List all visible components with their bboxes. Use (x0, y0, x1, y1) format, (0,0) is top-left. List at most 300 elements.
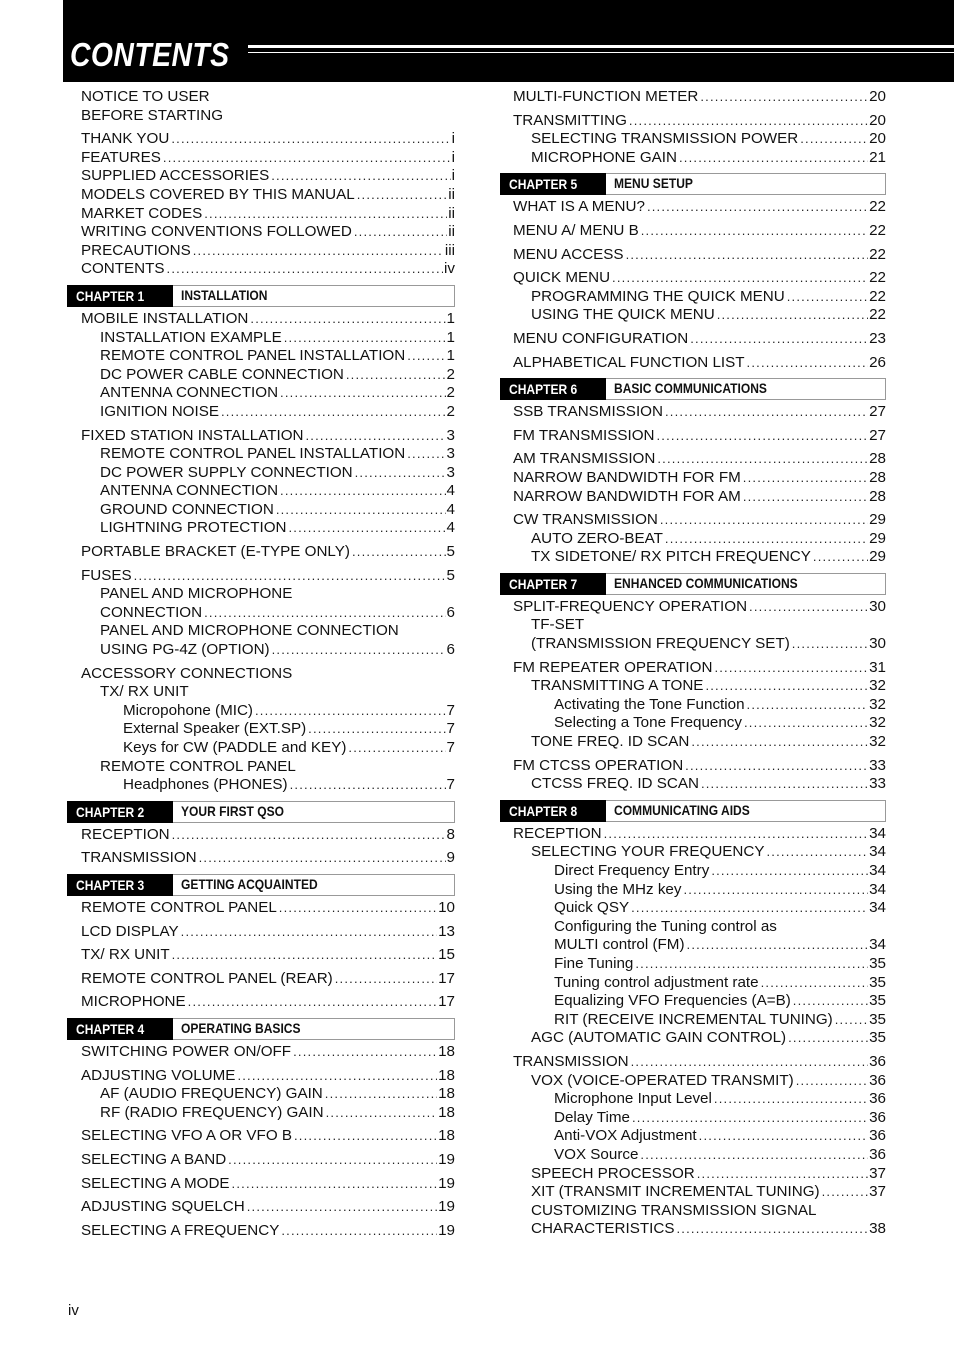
dot-leader (228, 1151, 437, 1170)
toc-page-number: 32 (869, 677, 886, 695)
toc-entry[interactable] (67, 683, 455, 702)
contents-header-band (63, 0, 954, 82)
dot-leader (221, 403, 446, 422)
toc-page-number: 28 (869, 487, 886, 505)
toc-entry[interactable] (67, 149, 455, 168)
dot-leader (181, 923, 437, 942)
toc-entry[interactable] (500, 530, 886, 549)
toc-page-number: 22 (869, 221, 886, 239)
chapter-label-text: CHAPTER 3 (76, 876, 145, 893)
toc-entry[interactable] (67, 849, 455, 868)
toc-entry[interactable] (500, 899, 886, 918)
dot-leader (325, 1085, 437, 1104)
toc-entry-title: Anti-VOX Adjustment (554, 1127, 697, 1145)
toc-entry[interactable] (67, 946, 455, 965)
toc-page-number: 36 (869, 1090, 886, 1108)
dot-leader (631, 1053, 868, 1072)
toc-entry[interactable] (500, 1146, 886, 1165)
toc-entry[interactable] (500, 246, 886, 265)
toc-page-number: ii (448, 223, 455, 241)
chapter-label-text: CHAPTER 1 (76, 287, 145, 304)
toc-page-number: 17 (438, 969, 455, 987)
toc-entry-title: DC POWER CABLE CONNECTION (100, 365, 344, 383)
toc-entry-title: BEFORE STARTING (81, 106, 224, 124)
toc-entry-title: THANK YOU (81, 130, 170, 148)
toc-entry-title: Selecting a Tone Frequency (554, 714, 742, 732)
toc-entry[interactable] (67, 1043, 455, 1062)
toc-entry[interactable] (67, 1085, 455, 1104)
dot-leader (685, 757, 868, 776)
toc-entry-title: DC POWER SUPPLY CONNECTION (100, 463, 353, 481)
dot-leader (749, 598, 868, 617)
dot-leader (835, 1011, 868, 1030)
toc-page-number: 32 (869, 695, 886, 713)
dot-leader (800, 130, 868, 149)
toc-entry-title: MENU CONFIGURATION (513, 329, 689, 347)
dot-leader (612, 269, 868, 288)
toc-entry-title: Activating the Tone Function (554, 695, 745, 713)
dot-leader (647, 198, 868, 217)
toc-entry-title: TX/ RX UNIT (100, 683, 189, 701)
toc-entry[interactable] (67, 899, 455, 918)
dot-leader (788, 1029, 868, 1048)
dot-leader (250, 310, 445, 329)
toc-entry[interactable] (67, 242, 455, 261)
dot-leader (204, 604, 445, 623)
dot-leader (290, 776, 446, 795)
toc-page-number: 3 (446, 445, 455, 463)
dot-leader (747, 696, 869, 715)
toc-entry[interactable] (500, 1220, 886, 1239)
chapter-label-text: CHAPTER 8 (509, 802, 578, 819)
dot-leader (796, 1072, 868, 1091)
toc-entry[interactable] (67, 501, 455, 520)
toc-page-number: 29 (869, 548, 886, 566)
toc-entry-title: LCD DISPLAY (81, 922, 179, 940)
chapter-header (67, 285, 455, 307)
toc-entry-title: USING PG-4Z (OPTION) (100, 641, 270, 659)
toc-entry[interactable] (500, 733, 886, 752)
toc-page-number: 35 (869, 992, 886, 1010)
toc-page-number: 7 (446, 720, 455, 738)
dot-leader (690, 330, 868, 349)
toc-page-number: 37 (869, 1164, 886, 1182)
toc-entry[interactable] (500, 677, 886, 696)
toc-entry-title: MOBILE INSTALLATION (81, 309, 249, 327)
toc-entry-title: FM REPEATER OPERATION (513, 658, 713, 676)
toc-entry[interactable] (67, 776, 455, 795)
toc-page-number: 32 (869, 733, 886, 751)
toc-entry[interactable] (500, 354, 886, 373)
toc-entry-title: NOTICE TO USER (81, 88, 210, 105)
toc-entry[interactable] (67, 1151, 455, 1170)
toc-entry-title: QUICK MENU (513, 269, 611, 287)
chapter-title-text: ENHANCED COMMUNICATIONS (614, 574, 798, 591)
toc-entry-title: RF (RADIO FREQUENCY) GAIN (100, 1103, 324, 1121)
toc-entry-title: MULTI control (FM) (554, 936, 685, 954)
toc-page-number: 22 (869, 287, 886, 305)
toc-entry-title: SSB TRANSMISSION (513, 403, 663, 421)
toc-page-number: 35 (869, 1029, 886, 1047)
toc-entry-title: Quick QSY (554, 899, 630, 917)
toc-entry[interactable] (67, 186, 455, 205)
toc-entry[interactable] (67, 445, 455, 464)
toc-entry[interactable] (67, 427, 455, 446)
toc-entry-title: TF-SET (531, 616, 585, 634)
toc-entry-title: TX/ RX UNIT (81, 946, 170, 964)
toc-entry[interactable] (500, 714, 886, 733)
toc-entry-title: SELECTING A MODE (81, 1174, 230, 1192)
chapter-label (500, 573, 606, 595)
toc-page-number: 18 (438, 1085, 455, 1103)
toc-entry[interactable] (500, 450, 886, 469)
toc-page-number: 13 (438, 922, 455, 940)
chapter-title (606, 173, 886, 195)
toc-entry[interactable] (67, 1067, 455, 1086)
toc-entry[interactable] (500, 918, 886, 937)
dot-leader (134, 567, 446, 586)
chapter-title-text: MENU SETUP (614, 175, 693, 192)
toc-page-number: 35 (869, 1010, 886, 1028)
toc-entry[interactable] (67, 482, 455, 501)
toc-page-number: 20 (869, 88, 886, 105)
toc-entry[interactable] (500, 881, 886, 900)
toc-entry-title: SUPPLIED ACCESSORIES (81, 167, 270, 185)
dot-leader (284, 329, 446, 348)
dot-leader (640, 1146, 868, 1165)
dot-leader (346, 366, 446, 385)
toc-page-number: 17 (438, 993, 455, 1011)
dot-leader (272, 641, 446, 660)
toc-entry-title: ADJUSTING SQUELCH (81, 1198, 245, 1216)
toc-entry-title: MICROPHONE (81, 993, 186, 1011)
toc-page-number: 4 (446, 482, 455, 500)
chapter-header (500, 378, 886, 400)
toc-page-number: 1 (446, 347, 455, 365)
dot-leader (237, 1067, 437, 1086)
toc-entry[interactable] (500, 1202, 886, 1221)
toc-entry[interactable] (500, 974, 886, 993)
toc-entry-title: SELECTING A BAND (81, 1150, 227, 1168)
toc-entry-title: SELECTING TRANSMISSION POWER (531, 130, 799, 148)
chapter-title (173, 285, 455, 307)
toc-entry-title: ACCESSORY CONNECTIONS (81, 664, 293, 682)
toc-entry[interactable] (67, 223, 455, 242)
toc-entry[interactable] (67, 543, 455, 562)
toc-entry[interactable] (67, 1198, 455, 1217)
toc-entry-title: Tuning control adjustment rate (554, 973, 759, 991)
toc-entry[interactable] (500, 862, 886, 881)
toc-entry[interactable] (67, 993, 455, 1012)
toc-entry-title: CONTENTS (81, 260, 165, 278)
toc-entry[interactable] (500, 825, 886, 844)
toc-entry[interactable] (500, 598, 886, 617)
dot-leader (641, 222, 868, 241)
toc-entry-title: MODELS COVERED BY THIS MANUAL (81, 185, 355, 203)
dot-leader (293, 1043, 437, 1062)
dot-leader (354, 223, 447, 242)
dot-leader (199, 849, 446, 868)
toc-entry[interactable] (67, 88, 455, 107)
toc-entry-title: TX SIDETONE/ RX PITCH FREQUENCY (531, 548, 811, 566)
toc-entry-title: PROGRAMMING THE QUICK MENU (531, 287, 785, 305)
toc-page-number: 38 (869, 1220, 886, 1238)
dot-leader (687, 936, 869, 955)
toc-entry[interactable] (500, 1011, 886, 1030)
toc-page-number: 35 (869, 973, 886, 991)
toc-entry-title: SWITCHING POWER ON/OFF (81, 1042, 292, 1060)
toc-entry[interactable] (67, 310, 455, 329)
toc-page-number: iv (444, 260, 455, 278)
chapter-title (173, 874, 455, 896)
toc-entry[interactable] (500, 403, 886, 422)
toc-entry-title: NARROW BANDWIDTH FOR FM (513, 468, 741, 486)
dot-leader (697, 1165, 868, 1184)
toc-entry-title: FM TRANSMISSION (513, 426, 655, 444)
dot-leader (656, 427, 868, 446)
dot-leader (793, 992, 868, 1011)
toc-entry[interactable] (67, 585, 455, 604)
toc-entry[interactable] (500, 659, 886, 678)
toc-page-number: 26 (869, 353, 886, 371)
toc-page-number: 1 (446, 328, 455, 346)
toc-entry[interactable] (67, 970, 455, 989)
dot-leader (255, 702, 446, 721)
toc-entry-title: XIT (TRANSMIT INCREMENTAL TUNING) (531, 1183, 820, 1201)
toc-entry[interactable] (67, 347, 455, 366)
toc-entry[interactable] (67, 130, 455, 149)
dot-leader (276, 501, 446, 520)
toc-entry[interactable] (500, 1072, 886, 1091)
dot-leader (232, 1175, 438, 1194)
toc-page-number: 27 (869, 426, 886, 444)
toc-entry[interactable] (67, 107, 455, 126)
toc-entry-title: TRANSMITTING A TONE (531, 677, 704, 695)
toc-entry-title: Configuring the Tuning control as (554, 917, 777, 935)
toc-right-column (500, 88, 886, 1239)
toc-entry[interactable] (500, 616, 886, 635)
toc-page-number: 34 (869, 936, 886, 954)
dot-leader (787, 288, 868, 307)
toc-entry-title: MENU A/ MENU B (513, 221, 639, 239)
toc-page-number: 34 (869, 899, 886, 917)
toc-entry[interactable] (67, 403, 455, 422)
toc-entry[interactable] (67, 384, 455, 403)
toc-page-number: 4 (446, 519, 455, 537)
toc-entry-title: PANEL AND MICROPHONE CONNECTION (100, 622, 399, 640)
toc-page-number: 35 (869, 954, 886, 972)
toc-entry[interactable] (500, 757, 886, 776)
toc-page-number: 9 (446, 849, 455, 867)
toc-entry[interactable] (67, 923, 455, 942)
toc-page-number: 36 (869, 1071, 886, 1089)
toc-entry[interactable] (500, 1165, 886, 1184)
toc-entry[interactable] (67, 739, 455, 758)
toc-page-number: 6 (446, 641, 455, 659)
toc-entry[interactable] (500, 130, 886, 149)
toc-entry[interactable] (67, 720, 455, 739)
toc-entry[interactable] (500, 306, 886, 325)
toc-entry[interactable] (67, 665, 455, 684)
chapter-header (67, 1018, 455, 1040)
chapter-title (606, 573, 886, 595)
toc-page-number: 33 (869, 775, 886, 793)
dot-leader (308, 720, 445, 739)
toc-entry-title: Keys for CW (PADDLE and KEY) (123, 739, 347, 756)
toc-entry-title: CTCSS FREQ. ID SCAN (531, 775, 699, 793)
toc-entry-title: (TRANSMISSION FREQUENCY SET) (531, 635, 790, 653)
toc-entry-title: AUTO ZERO-BEAT (531, 529, 663, 547)
dot-leader (691, 733, 868, 752)
dot-leader (171, 130, 450, 149)
toc-entry[interactable] (500, 149, 886, 168)
toc-page-number: 19 (438, 1198, 455, 1216)
toc-page-number: 7 (446, 739, 455, 756)
toc-entry-title: VOX Source (554, 1145, 639, 1163)
toc-entry[interactable] (67, 1222, 455, 1241)
toc-entry-title: ANTENNA CONNECTION (100, 384, 279, 402)
dot-leader (822, 1183, 869, 1202)
toc-entry[interactable] (67, 604, 455, 623)
dot-leader (204, 205, 447, 224)
chapter-label (67, 801, 173, 823)
toc-entry-title: FEATURES (81, 148, 161, 166)
toc-page-number: ii (448, 204, 455, 222)
toc-page-number: 33 (869, 756, 886, 774)
toc-entry-title: MULTI-FUNCTION METER (513, 88, 699, 105)
toc-entry[interactable] (500, 1053, 886, 1072)
toc-page-number: 5 (446, 566, 455, 584)
toc-entry[interactable] (67, 826, 455, 845)
toc-entry[interactable] (500, 330, 886, 349)
toc-entry[interactable] (500, 696, 886, 715)
toc-page-number: 34 (869, 843, 886, 861)
dot-leader (355, 464, 446, 483)
dot-leader (629, 112, 868, 131)
toc-page-number: 8 (446, 825, 455, 843)
toc-entry-title: REMOTE CONTROL PANEL INSTALLATION (100, 445, 406, 463)
toc-entry[interactable] (67, 167, 455, 186)
dot-leader (743, 488, 868, 507)
toc-entry[interactable] (500, 469, 886, 488)
toc-entry-title: CONNECTION (100, 603, 203, 621)
dot-leader (766, 843, 868, 862)
toc-page-number: 31 (869, 658, 886, 676)
header-rule (248, 45, 954, 48)
toc-entry[interactable] (500, 1090, 886, 1109)
toc-entry-title: USING THE QUICK MENU (531, 306, 715, 324)
toc-entry[interactable] (500, 112, 886, 131)
toc-entry[interactable] (500, 88, 886, 107)
dot-leader (407, 445, 445, 464)
toc-entry[interactable] (500, 288, 886, 307)
toc-page-number: 20 (869, 130, 886, 148)
toc-entry[interactable] (67, 702, 455, 721)
dot-leader (705, 677, 868, 696)
toc-entry[interactable] (500, 1029, 886, 1048)
toc-entry-title: SELECTING VFO A OR VFO B (81, 1127, 292, 1145)
chapter-title-text: BASIC COMMUNICATIONS (614, 380, 767, 397)
toc-entry[interactable] (67, 1104, 455, 1123)
toc-entry-title: REMOTE CONTROL PANEL (100, 757, 296, 775)
toc-page-number: 32 (869, 714, 886, 732)
toc-entry[interactable] (67, 758, 455, 777)
toc-page-number: 18 (438, 1103, 455, 1121)
toc-entry[interactable] (67, 567, 455, 586)
toc-entry[interactable] (67, 519, 455, 538)
toc-entry[interactable] (500, 992, 886, 1011)
toc-page-number: 6 (446, 603, 455, 621)
toc-entry[interactable] (500, 488, 886, 507)
toc-entry[interactable] (500, 775, 886, 794)
toc-entry-title: FUSES (81, 566, 132, 584)
toc-entry[interactable] (67, 464, 455, 483)
toc-entry-title: WHAT IS A MENU? (513, 198, 645, 216)
dot-leader (167, 260, 444, 279)
toc-entry[interactable] (67, 329, 455, 348)
toc-entry[interactable] (500, 936, 886, 955)
dot-leader (699, 1127, 868, 1146)
toc-entry[interactable] (500, 1183, 886, 1202)
toc-page-number: 36 (869, 1127, 886, 1145)
toc-entry[interactable] (500, 269, 886, 288)
toc-entry-title: PRECAUTIONS (81, 241, 191, 259)
toc-entry[interactable] (500, 1127, 886, 1146)
chapter-label (500, 173, 606, 195)
toc-entry[interactable] (67, 260, 455, 279)
toc-page-number: 7 (446, 701, 455, 719)
chapter-header (67, 874, 455, 896)
dot-leader (665, 530, 868, 549)
toc-entry[interactable] (500, 843, 886, 862)
toc-entry-title: PORTABLE BRACKET (E-TYPE ONLY) (81, 543, 350, 561)
toc-entry-title: RECEPTION (81, 825, 170, 843)
toc-entry[interactable] (67, 1127, 455, 1146)
toc-entry[interactable] (500, 198, 886, 217)
toc-entry[interactable] (67, 205, 455, 224)
toc-entry-title: TRANSMISSION (513, 1052, 629, 1070)
toc-entry[interactable] (67, 641, 455, 660)
toc-page-number: 34 (869, 880, 886, 898)
toc-entry[interactable] (500, 511, 886, 530)
toc-entry-title: NARROW BANDWIDTH FOR AM (513, 487, 741, 505)
dot-leader (279, 899, 437, 918)
toc-entry[interactable] (67, 366, 455, 385)
toc-entry[interactable] (500, 427, 886, 446)
toc-entry[interactable] (500, 222, 886, 241)
toc-entry[interactable] (500, 548, 886, 567)
toc-entry[interactable] (500, 1109, 886, 1128)
toc-page-number: 15 (438, 946, 455, 964)
toc-page-number: 10 (438, 898, 455, 916)
dot-leader (665, 403, 868, 422)
toc-entry-title: SPLIT-FREQUENCY OPERATION (513, 597, 748, 615)
toc-entry[interactable] (500, 955, 886, 974)
dot-leader (700, 88, 868, 107)
dot-leader (714, 659, 868, 678)
toc-entry-title: Delay Time (554, 1108, 630, 1126)
toc-page-number: 1 (446, 309, 455, 327)
dot-leader (701, 775, 868, 794)
toc-entry[interactable] (67, 1175, 455, 1194)
dot-leader (632, 1109, 868, 1128)
toc-entry[interactable] (67, 622, 455, 641)
dot-leader (348, 739, 445, 758)
chapter-header (500, 573, 886, 595)
toc-entry[interactable] (500, 635, 886, 654)
toc-page-number: 36 (869, 1145, 886, 1163)
toc-entry-title: SELECTING A FREQUENCY (81, 1221, 280, 1239)
